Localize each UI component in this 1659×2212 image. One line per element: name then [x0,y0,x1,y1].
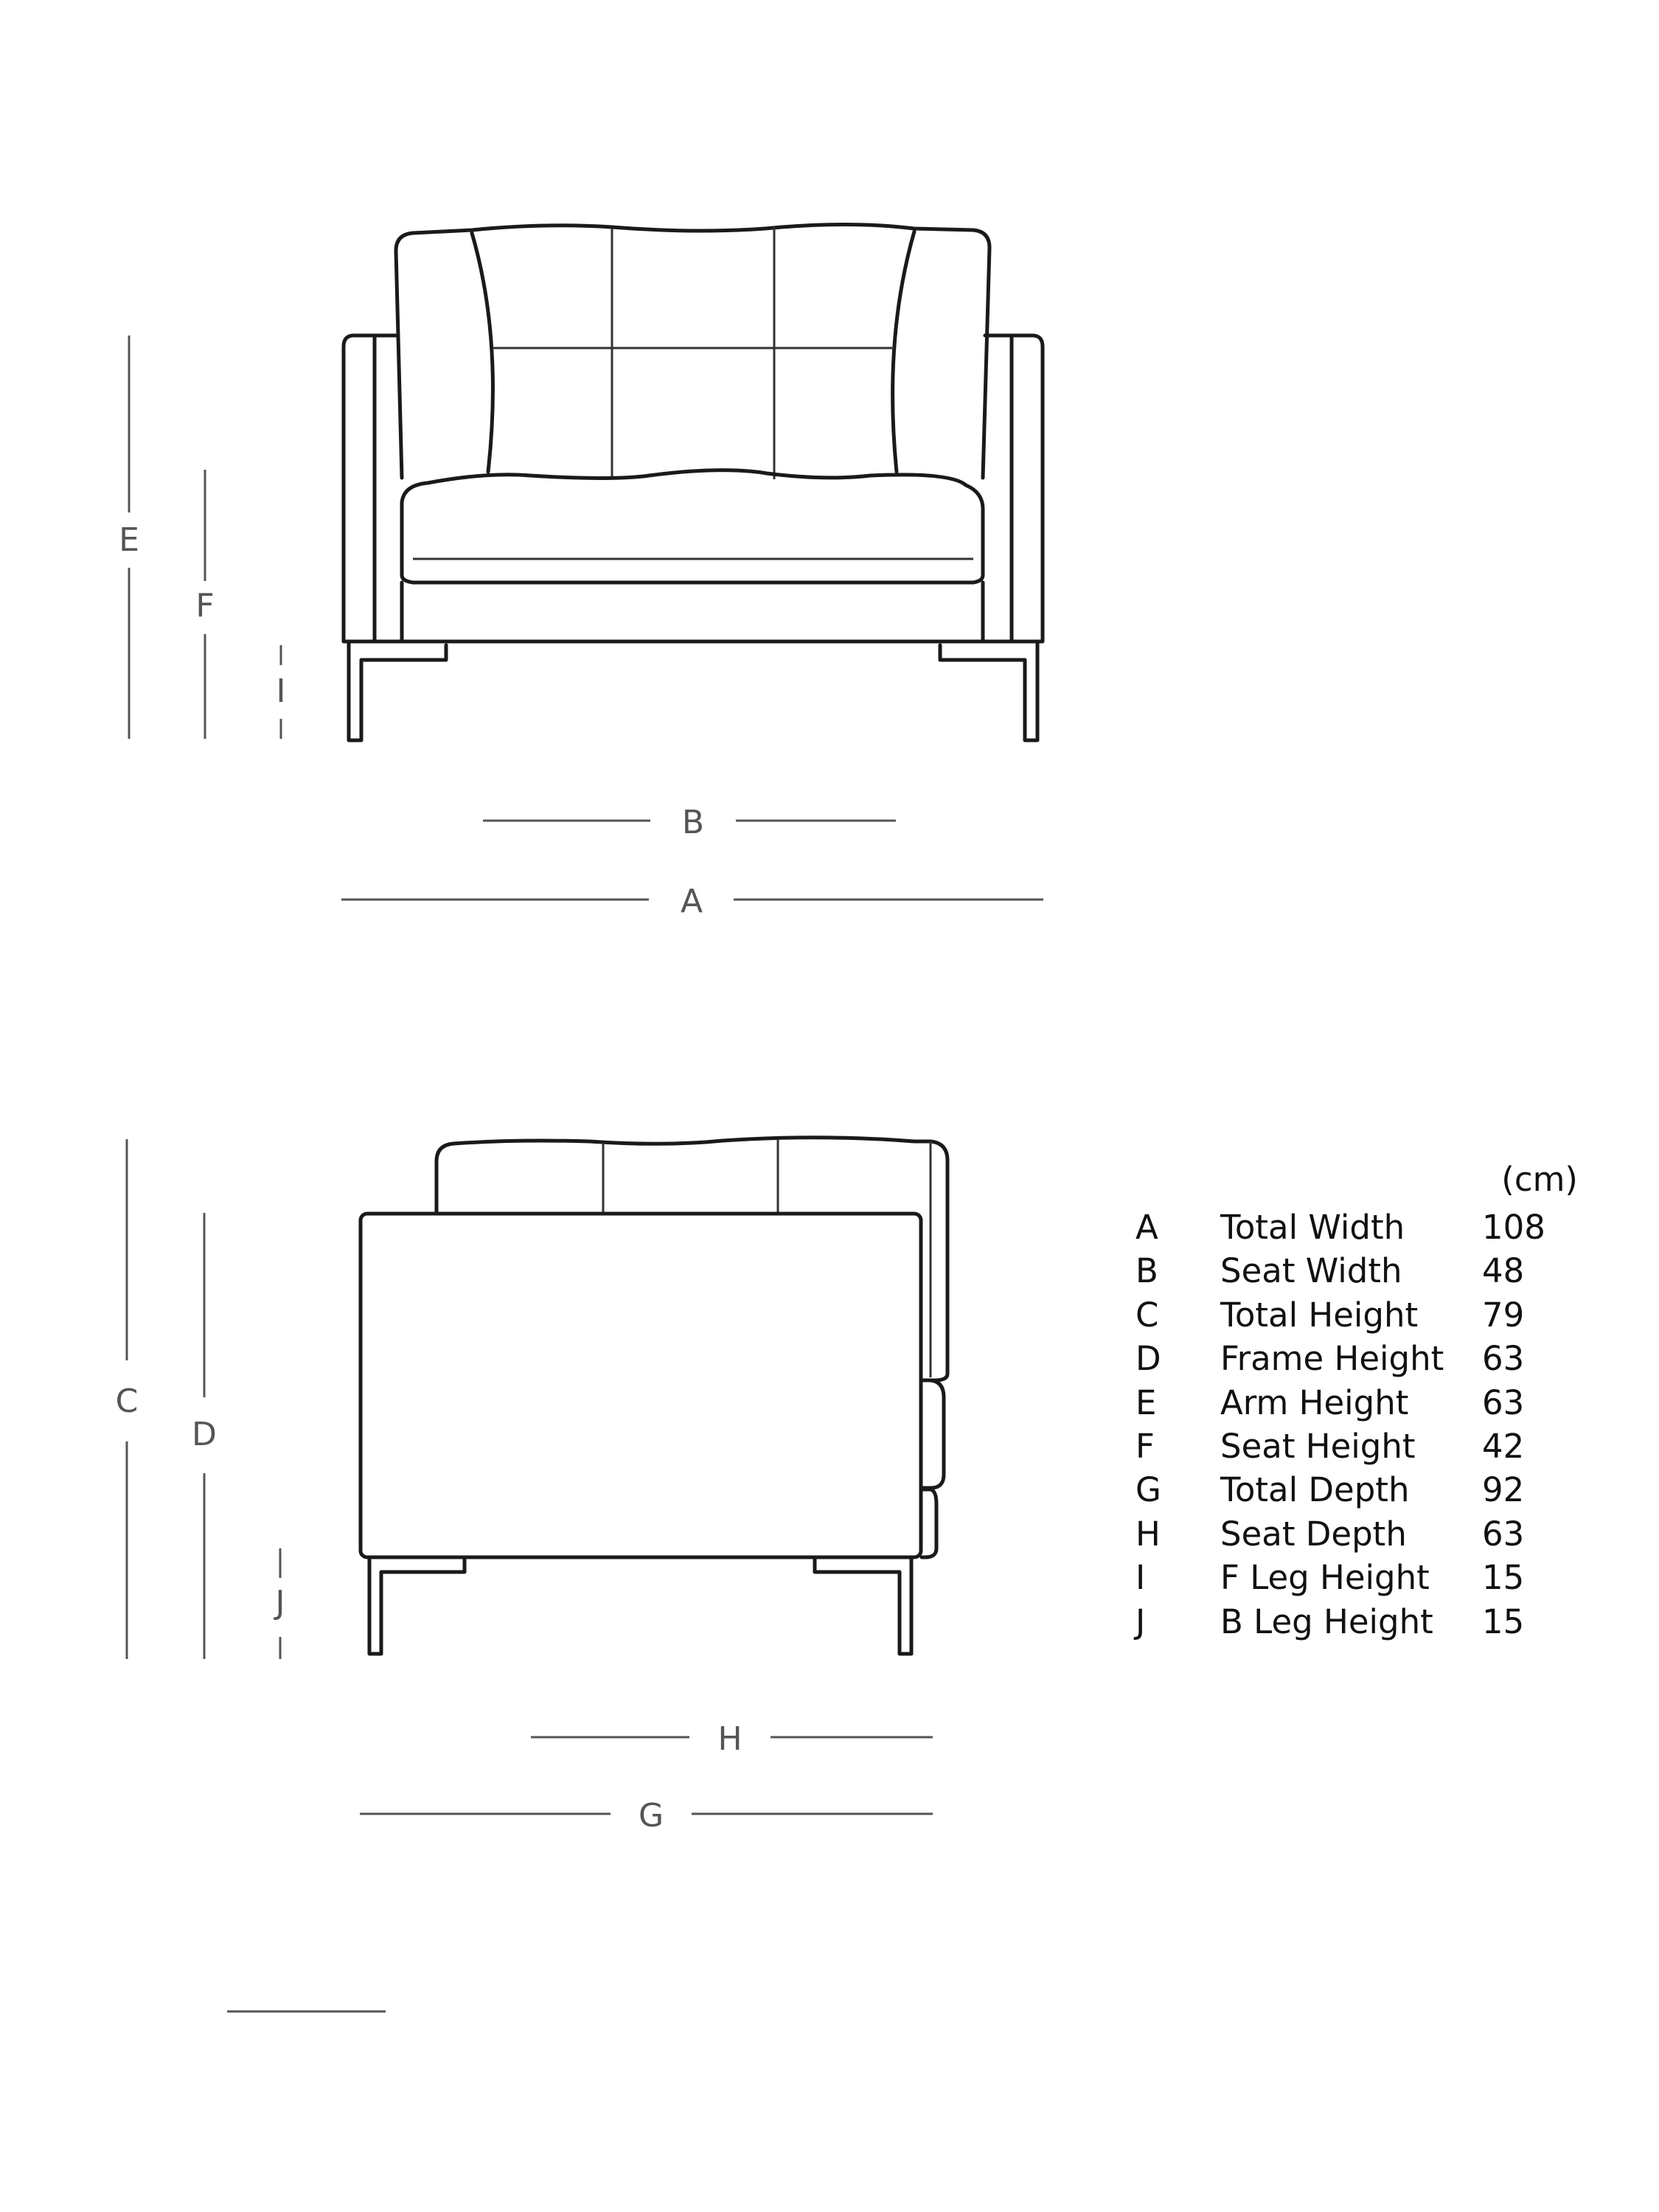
spec-row [1135,1249,1607,1293]
dim-label-a: A [680,883,703,920]
spec-unit: (cm) [1501,1160,1578,1199]
spec-value: 63 [1482,1339,1525,1379]
spec-row [1135,1381,1607,1425]
side-frame [361,1214,921,1557]
spec-label: Total Height [1220,1295,1419,1335]
spec-label: Frame Height [1220,1339,1444,1379]
spec-key: J [1135,1601,1146,1641]
spec-key: H [1135,1514,1161,1554]
spec-row [1135,1600,1607,1644]
dim-label-j: J [275,1584,285,1621]
spec-label: Total Width [1220,1208,1405,1247]
spec-value: 48 [1482,1251,1525,1291]
front-tufting [493,227,894,479]
spec-label: Seat Height [1220,1426,1416,1466]
spec-key: G [1135,1470,1161,1510]
dim-label-c: C [115,1382,139,1420]
spec-key: F [1135,1426,1155,1466]
spec-value: 42 [1482,1426,1525,1466]
spec-value: 15 [1482,1558,1525,1598]
spec-label: B Leg Height [1220,1601,1433,1641]
front-right-leg [940,643,1037,740]
spec-key: A [1135,1208,1158,1247]
dim-label-i: I [276,672,286,710]
dim-label-g: G [638,1797,664,1834]
side-front-leg [369,1558,465,1654]
spec-key: E [1135,1382,1157,1422]
dim-label-f: F [195,587,215,625]
spec-label: Seat Depth [1220,1514,1407,1554]
spec-value: 92 [1482,1470,1525,1510]
spec-label: Arm Height [1220,1382,1409,1422]
spec-value: 79 [1482,1295,1525,1335]
spec-value: 63 [1482,1514,1525,1554]
spec-key: D [1135,1339,1161,1379]
spec-key: C [1135,1295,1159,1335]
side-seat-cushion [922,1380,944,1488]
front-right-side-cushion [893,232,914,472]
spec-key: I [1135,1558,1146,1598]
spec-label: Total Depth [1220,1470,1410,1510]
spec-value: 15 [1482,1601,1525,1641]
side-view [361,1138,947,1654]
spec-key: B [1135,1251,1158,1291]
front-back-cushion [396,224,990,478]
dim-label-d: D [192,1416,217,1453]
spec-row [1135,1293,1607,1337]
dim-label-b: B [681,804,705,841]
spec-value: 63 [1482,1382,1525,1422]
front-left-leg [349,643,446,740]
dim-label-h: H [717,1720,742,1758]
side-back-cushion [437,1138,947,1380]
spec-row [1135,1337,1607,1380]
spec-row [1135,1512,1607,1556]
dimension-spec-table [1135,1154,1607,1644]
front-base [402,582,983,641]
spec-label: Seat Width [1220,1251,1402,1291]
spec-row [1135,1468,1607,1512]
dim-label-e: E [119,521,139,559]
spec-row [1135,1206,1607,1249]
front-seat-cushion [402,470,983,582]
spec-row [1135,1556,1607,1599]
spec-row [1135,1425,1607,1468]
front-view [344,224,1043,740]
side-back-leg [815,1558,911,1654]
front-left-side-cushion [472,233,493,472]
spec-value: 108 [1482,1208,1545,1247]
spec-label: F Leg Height [1220,1558,1430,1598]
